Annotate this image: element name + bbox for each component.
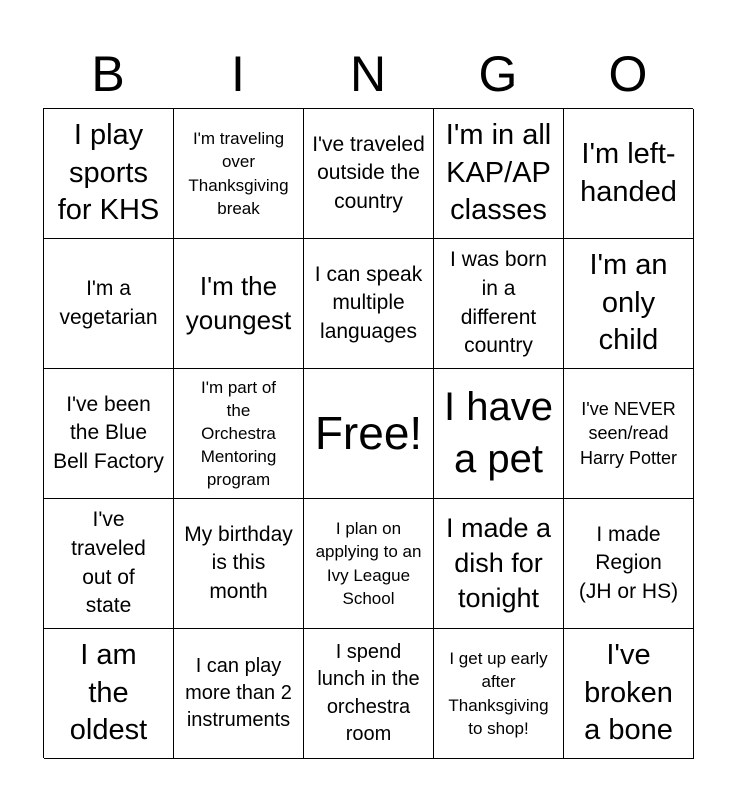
bingo-cell[interactable] [434, 629, 564, 759]
bingo-cell[interactable] [304, 239, 434, 369]
cell-text: My birthday is this month [184, 522, 293, 603]
cell-text: I play sports for KHS [57, 118, 160, 227]
cell-text: I can play more than 2 instruments [185, 654, 292, 732]
bingo-header [43, 40, 693, 108]
cell-text: I can speak multiple languages [314, 262, 423, 343]
bingo-cell[interactable] [304, 499, 434, 629]
bingo-cell[interactable] [44, 109, 174, 239]
bingo-cell[interactable] [564, 239, 694, 369]
bingo-cell[interactable] [434, 239, 564, 369]
bingo-cell[interactable] [564, 499, 694, 629]
header-letter-o: O [608, 46, 648, 102]
cell-text: I have a pet [444, 385, 553, 481]
cell-text: I'm the youngest [185, 270, 292, 335]
cell-text: I spend lunch in the orchestra room [317, 641, 420, 745]
cell-text: I'm left-handed [580, 137, 677, 208]
bingo-cell[interactable] [434, 369, 564, 499]
cell-text: I've broken a bone [584, 638, 673, 747]
header-letter-n: N [349, 46, 387, 102]
cell-text: I am the oldest [69, 638, 148, 747]
bingo-cell[interactable] [174, 369, 304, 499]
bingo-cell[interactable] [434, 499, 564, 629]
cell-text: I was born in a different country [450, 248, 547, 358]
bingo-cell free-cell[interactable] [304, 369, 434, 499]
bingo-cell[interactable] [174, 239, 304, 369]
bingo-cell[interactable] [564, 109, 694, 239]
cell-text: I've been the Blue Bell Factory [53, 392, 164, 473]
bingo-cell[interactable] [434, 109, 564, 239]
bingo-cell[interactable] [44, 629, 174, 759]
cell-text: I'm part of the Orchestra Mentoring program [200, 377, 277, 490]
header-letter-b: B [91, 46, 125, 102]
cell-text: I'm an only child [589, 248, 668, 357]
bingo-cell[interactable] [564, 369, 694, 499]
free-space-label: Free! [314, 407, 423, 460]
bingo-cell[interactable] [44, 369, 174, 499]
cell-text: I plan on applying to an Ivy League School [315, 519, 422, 608]
cell-text: I'm traveling over Thanksgiving break [188, 129, 289, 218]
bingo-cell[interactable] [174, 499, 304, 629]
bingo-cell[interactable] [304, 629, 434, 759]
cell-text: I've traveled outside the country [312, 132, 425, 213]
cell-text: I've NEVER seen/read Harry Potter [579, 398, 678, 468]
cell-text: I get up early after Thanksgiving to shop! [448, 649, 549, 738]
header-letter-i: I [231, 46, 245, 102]
cell-text: I'm a vegetarian [59, 276, 158, 329]
bingo-board [43, 108, 693, 758]
bingo-cell[interactable] [44, 499, 174, 629]
bingo-cell[interactable] [44, 239, 174, 369]
cell-text: I made Region (JH or HS) [578, 522, 679, 603]
cell-text: I've traveled out of state [71, 508, 146, 618]
cell-text: I'm in all KAP/AP classes [445, 118, 552, 227]
bingo-cell[interactable] [174, 109, 304, 239]
bingo-cell[interactable] [174, 629, 304, 759]
bingo-cell[interactable] [564, 629, 694, 759]
header-letter-g: G [478, 46, 518, 102]
cell-text: I made a dish for tonight [445, 512, 552, 614]
bingo-cell[interactable] [304, 109, 434, 239]
